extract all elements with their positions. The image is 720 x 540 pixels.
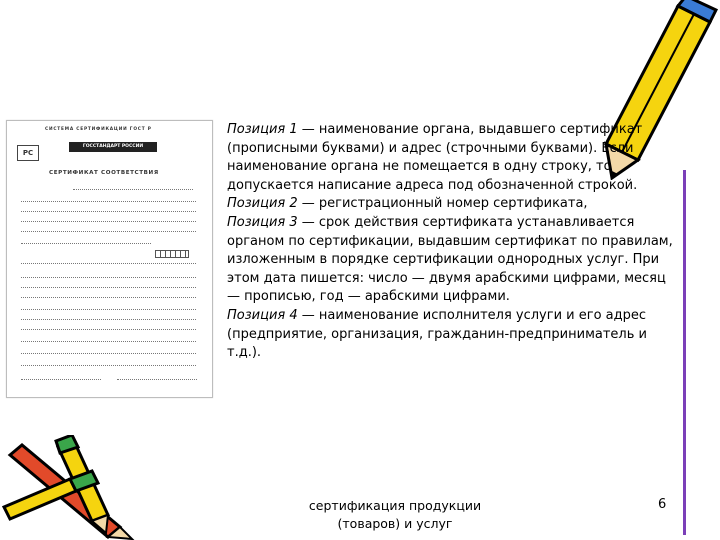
certificate-title: СЕРТИФИКАТ СООТВЕТСТВИЯ bbox=[49, 170, 159, 176]
certificate-field-line bbox=[73, 189, 193, 190]
paragraph-position-2 bbox=[227, 195, 682, 214]
page-number: 6 bbox=[658, 497, 667, 512]
certificate-field-line bbox=[21, 287, 196, 288]
paragraph-lead: Позиция 3 bbox=[227, 214, 298, 230]
certificate-code-grid bbox=[155, 250, 189, 258]
paragraph-text: — срок действия сертификата устанавливается органом по сертификации, выдавшим сертификат по правилам, изложенным в порядке сертификации однородных услуг. При этом дата пишется: число — двумя арабскими цифрами, месяц — прописью, год — арабскими цифрами. bbox=[227, 214, 673, 305]
certificate-field-line bbox=[21, 319, 196, 320]
paragraph-text: — наименование исполнителя услуги и его адрес (предприятие, организация, гражданин-предприниматель и т.д.). bbox=[227, 307, 647, 361]
certificate-field-line bbox=[21, 231, 196, 232]
paragraph-position-1 bbox=[227, 121, 682, 195]
body-text bbox=[227, 121, 682, 363]
pencils-clipart-icon bbox=[0, 435, 150, 540]
certificate-gost-box: ГОССТАНДАРТ РОССИИ bbox=[69, 142, 157, 152]
certificate-field-line bbox=[21, 353, 196, 354]
certificate-field-line bbox=[21, 341, 196, 342]
certificate-field-line bbox=[21, 211, 196, 212]
paragraph-position-3 bbox=[227, 214, 682, 307]
certificate-field-line bbox=[21, 329, 196, 330]
certificate-field-line bbox=[21, 309, 196, 310]
certificate-field-line bbox=[21, 263, 196, 264]
paragraph-position-4 bbox=[227, 307, 682, 363]
certificate-form-image bbox=[6, 120, 213, 398]
certificate-field-line bbox=[21, 277, 196, 278]
certificate-field-line bbox=[21, 365, 196, 366]
paragraph-text: — регистрационный номер сертификата, bbox=[297, 196, 588, 212]
certificate-field-line bbox=[21, 221, 196, 222]
paragraph-text: — наименование органа, выдавшего сертификат (прописными буквами) и адрес (строчными буквами). Если наименование органа не помещается в одну строку, то допускается написание адреса под обозначенной строкой. bbox=[227, 122, 643, 193]
paragraph-lead: Позиция 1 bbox=[227, 122, 298, 137]
certificate-system-header: СИСТЕМА СЕРТИФИКАЦИИ ГОСТ Р bbox=[45, 127, 152, 132]
certificate-field-line bbox=[117, 379, 197, 380]
paragraph-lead: Позиция 2 bbox=[227, 196, 298, 212]
certificate-field-line bbox=[21, 297, 196, 298]
certificate-logo-icon: РС bbox=[17, 145, 39, 161]
certificate-field-line bbox=[21, 379, 101, 380]
paragraph-lead: Позиция 4 bbox=[227, 307, 298, 323]
footer-title: сертификация продукции (товаров) и услуг bbox=[308, 498, 482, 531]
certificate-field-line bbox=[21, 243, 151, 244]
certificate-field-line bbox=[21, 201, 196, 202]
decorative-vertical-line bbox=[683, 170, 686, 535]
